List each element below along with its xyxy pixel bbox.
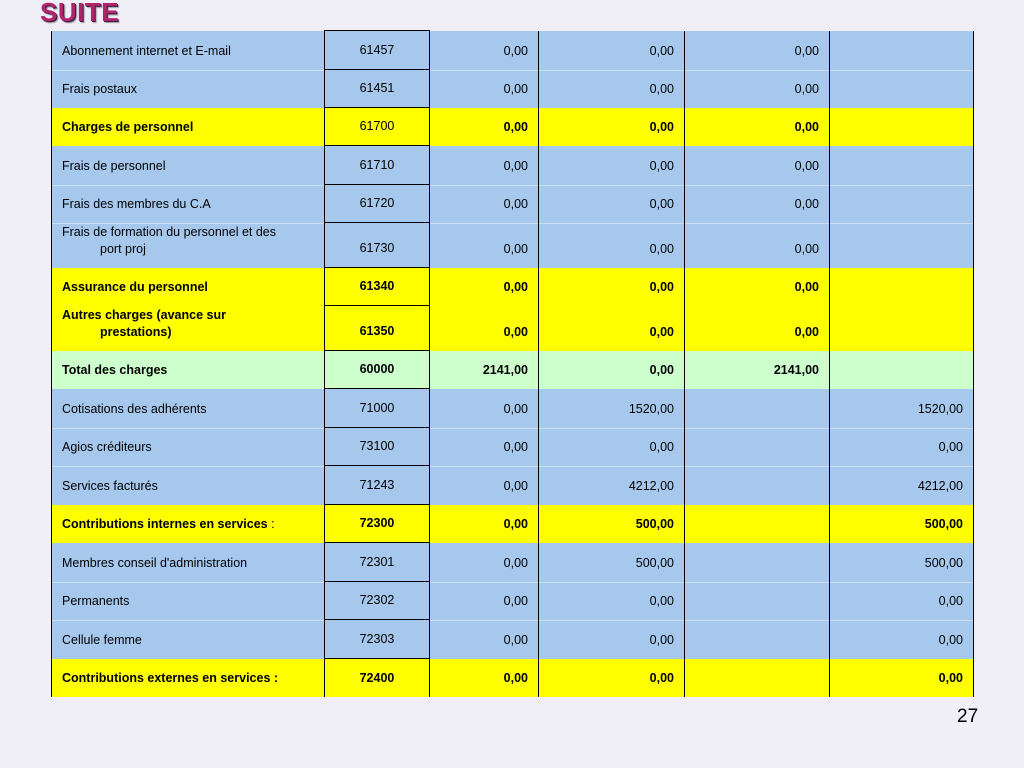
account-code: 61710 xyxy=(325,146,430,185)
table-row xyxy=(52,31,974,70)
account-code: 72300 xyxy=(325,505,430,543)
amount-cell-2: 0,00 xyxy=(539,351,685,389)
amount-cell-4: 500,00 xyxy=(830,505,974,543)
row-label-continuation: prestations) xyxy=(100,324,172,339)
table-row xyxy=(52,268,974,306)
slide-title: SUITE xyxy=(40,0,120,27)
amount-cell-1: 0,00 xyxy=(430,620,539,659)
account-code: 72301 xyxy=(325,543,430,582)
amount-cell-3 xyxy=(685,543,830,582)
amount-cell-4: 4212,00 xyxy=(830,466,974,505)
row-label xyxy=(52,351,325,389)
account-code: 60000 xyxy=(325,351,430,389)
row-label xyxy=(52,108,325,146)
row-label-text: Frais des membres du C.A xyxy=(62,196,211,211)
row-label-text: Abonnement internet et E-mail xyxy=(62,43,231,58)
amount-cell-2: 1520,00 xyxy=(539,389,685,428)
row-label-text: Cellule femme xyxy=(62,632,142,647)
amount-cell-2: 0,00 xyxy=(539,428,685,466)
amount-cell-4: 0,00 xyxy=(830,659,974,697)
table-row xyxy=(52,505,974,543)
amount-cell-3: 0,00 xyxy=(685,108,830,146)
table-row xyxy=(52,582,974,620)
row-label xyxy=(52,146,325,185)
amount-cell-1: 0,00 xyxy=(430,146,539,185)
amount-cell-2: 0,00 xyxy=(539,620,685,659)
account-code: 61340 xyxy=(325,268,430,306)
amount-cell-1: 0,00 xyxy=(430,31,539,70)
row-label xyxy=(52,268,325,306)
row-label-text: Frais postaux xyxy=(62,81,138,96)
amount-cell-4 xyxy=(830,306,974,351)
amount-cell-4 xyxy=(830,70,974,108)
amount-cell-3: 2141,00 xyxy=(685,351,830,389)
row-label-text: Frais de personnel xyxy=(62,158,166,173)
row-label xyxy=(52,659,325,697)
amount-cell-2: 500,00 xyxy=(539,543,685,582)
table-row xyxy=(52,306,974,351)
amount-cell-2: 0,00 xyxy=(539,185,685,223)
amount-cell-4 xyxy=(830,268,974,306)
amount-cell-3 xyxy=(685,582,830,620)
amount-cell-2: 0,00 xyxy=(539,70,685,108)
row-label xyxy=(52,31,325,70)
table-row xyxy=(52,543,974,582)
amount-cell-3 xyxy=(685,505,830,543)
amount-cell-4 xyxy=(830,223,974,268)
amount-cell-2: 0,00 xyxy=(539,31,685,70)
account-code: 73100 xyxy=(325,428,430,466)
amount-cell-1: 0,00 xyxy=(430,185,539,223)
row-label-continuation: port proj xyxy=(100,241,146,256)
amount-cell-1: 2141,00 xyxy=(430,351,539,389)
row-label-text: Permanents xyxy=(62,593,130,608)
account-code: 61451 xyxy=(325,70,430,108)
row-label-text: Contributions internes en services xyxy=(62,516,268,531)
row-label xyxy=(52,70,325,108)
amount-cell-4 xyxy=(830,108,974,146)
amount-cell-4: 0,00 xyxy=(830,620,974,659)
amount-cell-3: 0,00 xyxy=(685,185,830,223)
budget-table xyxy=(51,30,974,697)
row-label-text: Contributions externes en services : xyxy=(62,670,279,685)
amount-cell-2: 4212,00 xyxy=(539,466,685,505)
amount-cell-4: 1520,00 xyxy=(830,389,974,428)
amount-cell-3: 0,00 xyxy=(685,146,830,185)
amount-cell-3: 0,00 xyxy=(685,31,830,70)
amount-cell-4 xyxy=(830,146,974,185)
amount-cell-2: 0,00 xyxy=(539,306,685,351)
amount-cell-2: 500,00 xyxy=(539,505,685,543)
row-label xyxy=(52,620,325,659)
amount-cell-1: 0,00 xyxy=(430,466,539,505)
row-label xyxy=(52,223,325,268)
row-label-text: Membres conseil d'administration xyxy=(62,555,248,570)
amount-cell-1: 0,00 xyxy=(430,389,539,428)
amount-cell-1: 0,00 xyxy=(430,505,539,543)
row-label xyxy=(52,306,325,351)
table-row xyxy=(52,466,974,505)
account-code: 72400 xyxy=(325,659,430,697)
amount-cell-4 xyxy=(830,31,974,70)
account-code: 61720 xyxy=(325,185,430,223)
table-row xyxy=(52,620,974,659)
amount-cell-4 xyxy=(830,185,974,223)
account-code: 71000 xyxy=(325,389,430,428)
amount-cell-2: 0,00 xyxy=(539,223,685,268)
row-label-text: Frais de formation du personnel et des xyxy=(62,224,277,239)
table-row xyxy=(52,146,974,185)
amount-cell-1: 0,00 xyxy=(430,543,539,582)
row-label xyxy=(52,389,325,428)
row-label-text: Total des charges xyxy=(62,362,168,377)
amount-cell-4: 0,00 xyxy=(830,582,974,620)
amount-cell-1: 0,00 xyxy=(430,108,539,146)
account-code: 72303 xyxy=(325,620,430,659)
row-label xyxy=(52,428,325,466)
amount-cell-3 xyxy=(685,466,830,505)
page-number: 27 xyxy=(957,706,979,727)
amount-cell-4: 0,00 xyxy=(830,428,974,466)
account-code: 72302 xyxy=(325,582,430,620)
table-row xyxy=(52,389,974,428)
amount-cell-4: 500,00 xyxy=(830,543,974,582)
row-label xyxy=(52,466,325,505)
row-label-text: Autres charges (avance sur xyxy=(62,307,226,322)
table-row xyxy=(52,70,974,108)
amount-cell-3 xyxy=(685,389,830,428)
amount-cell-3: 0,00 xyxy=(685,268,830,306)
row-label-text: Cotisations des adhérents xyxy=(62,401,207,416)
row-label xyxy=(52,582,325,620)
amount-cell-4 xyxy=(830,351,974,389)
amount-cell-3: 0,00 xyxy=(685,306,830,351)
table-row xyxy=(52,108,974,146)
amount-cell-3 xyxy=(685,428,830,466)
row-label xyxy=(52,505,325,543)
amount-cell-2: 0,00 xyxy=(539,659,685,697)
amount-cell-1: 0,00 xyxy=(430,268,539,306)
row-label-text: Services facturés xyxy=(62,478,158,493)
amount-cell-2: 0,00 xyxy=(539,582,685,620)
row-label xyxy=(52,543,325,582)
account-code: 61730 xyxy=(325,223,430,268)
amount-cell-3 xyxy=(685,659,830,697)
amount-cell-3 xyxy=(685,620,830,659)
account-code: 61350 xyxy=(325,306,430,351)
row-label-text: Assurance du personnel xyxy=(62,279,208,294)
row-label-suffix: : xyxy=(267,516,275,531)
account-code: 61700 xyxy=(325,108,430,146)
amount-cell-2: 0,00 xyxy=(539,268,685,306)
row-label-text: Charges de personnel xyxy=(62,119,194,134)
amount-cell-2: 0,00 xyxy=(539,108,685,146)
table-row xyxy=(52,185,974,223)
amount-cell-1: 0,00 xyxy=(430,428,539,466)
row-label xyxy=(52,185,325,223)
budget-table-body xyxy=(52,31,974,697)
account-code: 71243 xyxy=(325,466,430,505)
row-label-text: Agios créditeurs xyxy=(62,439,152,454)
table-row xyxy=(52,659,974,697)
amount-cell-1: 0,00 xyxy=(430,582,539,620)
amount-cell-1: 0,00 xyxy=(430,306,539,351)
amount-cell-2: 0,00 xyxy=(539,146,685,185)
amount-cell-1: 0,00 xyxy=(430,223,539,268)
amount-cell-3: 0,00 xyxy=(685,223,830,268)
amount-cell-3: 0,00 xyxy=(685,70,830,108)
account-code: 61457 xyxy=(325,31,430,70)
table-row xyxy=(52,428,974,466)
amount-cell-1: 0,00 xyxy=(430,659,539,697)
amount-cell-1: 0,00 xyxy=(430,70,539,108)
table-row xyxy=(52,223,974,268)
table-row xyxy=(52,351,974,389)
